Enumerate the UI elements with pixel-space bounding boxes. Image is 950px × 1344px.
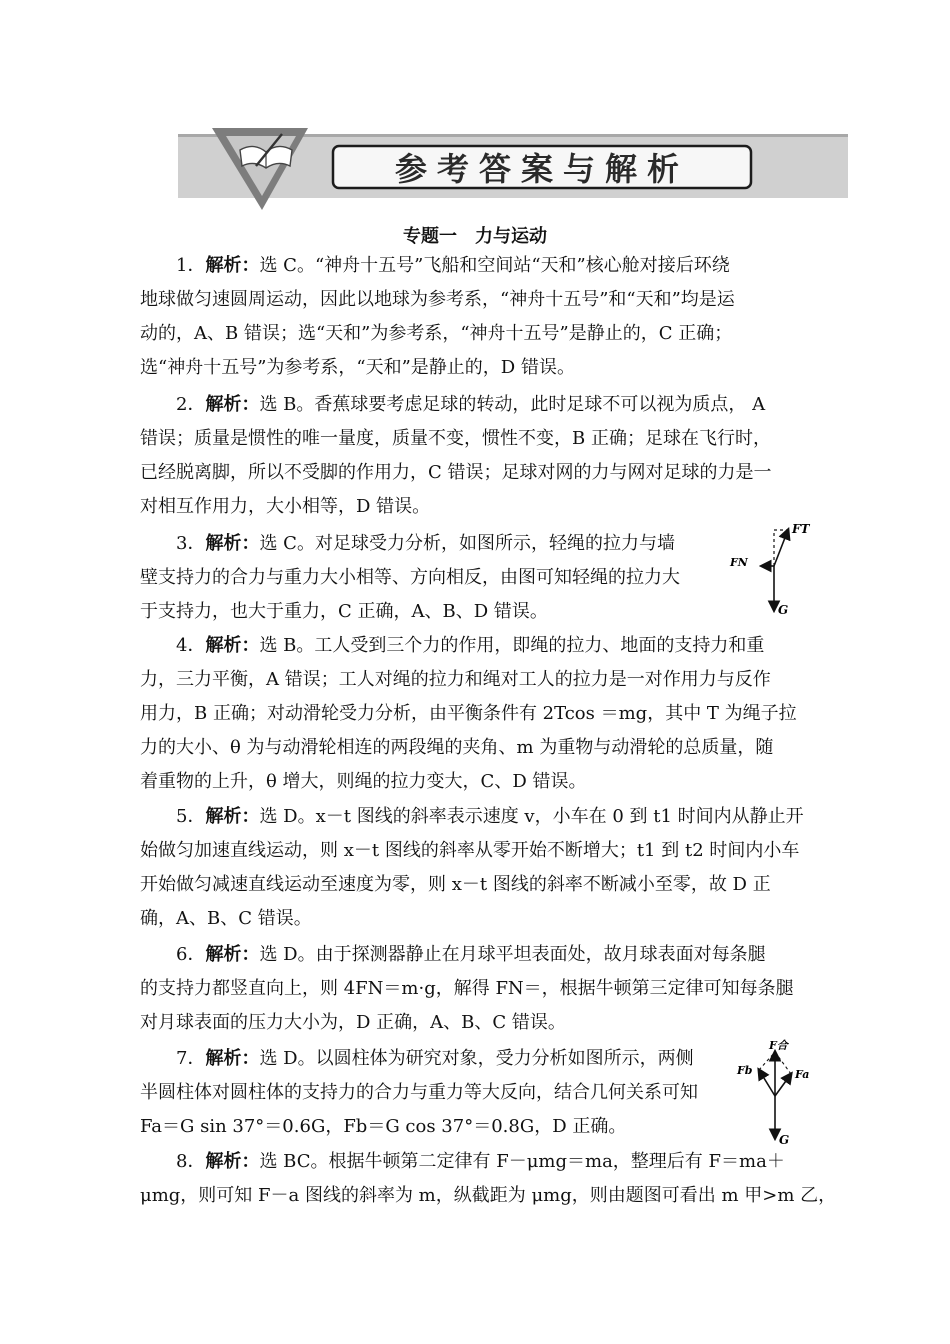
label-FT: FT bbox=[792, 522, 810, 536]
banner-title: 参考答案与解析 bbox=[394, 150, 689, 188]
label-G: G bbox=[778, 603, 789, 617]
header-banner bbox=[0, 0, 950, 220]
label-FN: FN bbox=[730, 556, 748, 569]
label-Fa: Fa bbox=[795, 1068, 810, 1081]
label-Fb: Fb bbox=[737, 1064, 753, 1077]
force-diagram-3 bbox=[728, 520, 818, 620]
label-G7: G bbox=[779, 1133, 790, 1147]
force-diagram-7 bbox=[735, 1038, 825, 1148]
label-Fhe: F合 bbox=[769, 1039, 788, 1052]
section-title: 专题一 力与运动 bbox=[403, 226, 547, 247]
